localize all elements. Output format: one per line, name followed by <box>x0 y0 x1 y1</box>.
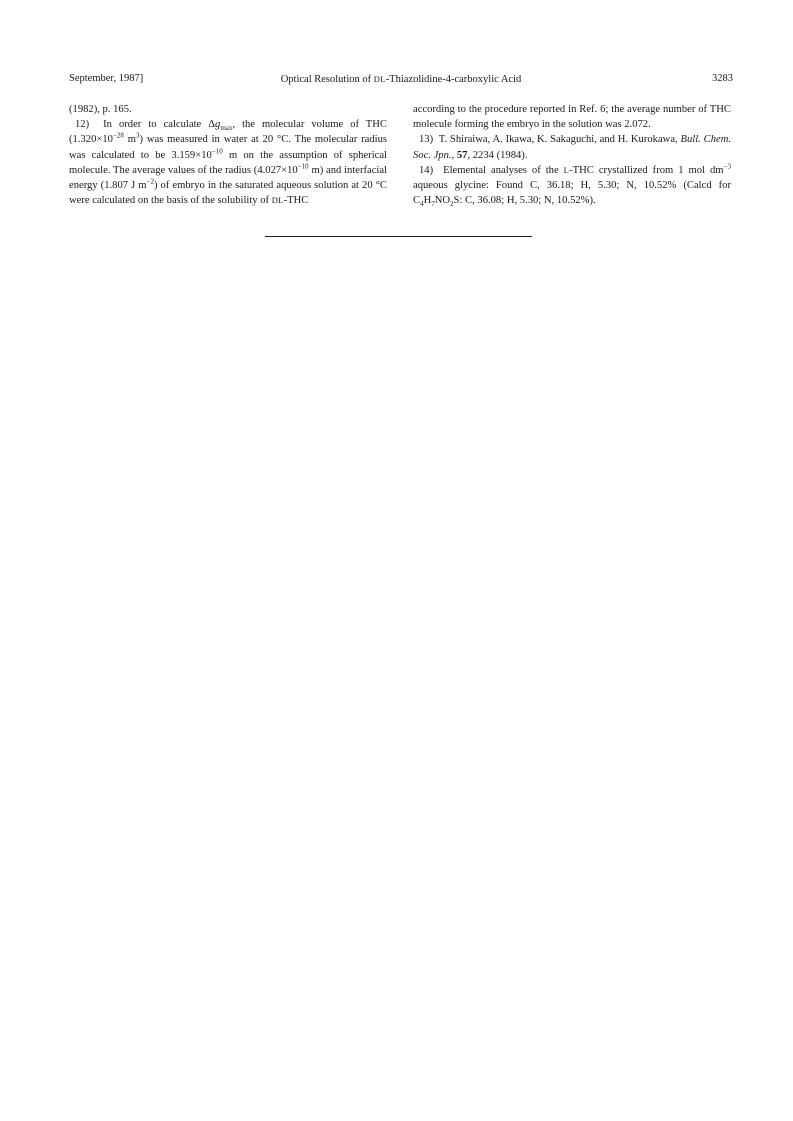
running-header <box>69 72 733 86</box>
volume: 57 <box>456 149 468 161</box>
note-12: 12) In order to calculate $\Delta g_{max}$, the molecular volume of THC ($1.320\times 10^{-28}$ $m^3$) was measured in water at 20 °C. The molecular radius was calculated to be $3.159\times 10^{-10}$ m on the assumption of spherical molecule. The average values of the radius ($4.027\times 10^{-10}$ m) and interfacial energy (1.807 J $m^{-2}$) of embryo in the saturated aqueous solution at 20 °C were calculated on the basis of the solubility of DL-THC <box>69 119 388 207</box>
reference-continuation: (1982), p. 165. <box>69 104 132 115</box>
end-rule <box>265 236 532 237</box>
note-13-number: 13) <box>419 134 434 146</box>
right-column <box>413 102 731 208</box>
header-title: Optical Resolution of DL-Thiazolidine-4-carboxylic Acid <box>280 74 522 85</box>
note-13: 13) T. Shiraiwa, A. Ikawa, K. Sakaguchi, and H. Kurokawa, Bull. Chem. Soc. Jpn., 57, 2234 (1984). <box>413 134 731 161</box>
note-12-number: 12) <box>75 119 90 131</box>
page-number: 3283 <box>712 73 733 84</box>
header-date: September, 1987] <box>69 73 144 84</box>
smallcaps-dl: DL <box>373 74 386 84</box>
note-14: 14) Elemental analyses of the L-THC crystallized from 1 mol $dm^{-3}$ aqueous glycine: Found C, 36.18; H, 5.30; N, 10.52% (Calcd for $C_4H_7NO_2S$: C, 36.08; H, 5.30; N, 10.52%). <box>413 162 731 209</box>
note-14-number: 14) <box>419 164 434 176</box>
note-12-continuation: according to the procedure reported in Ref. 6; the average number of THC molecule forming the embryo in the solution was 2.072. <box>413 104 731 131</box>
left-column <box>69 102 387 208</box>
journal-name: Bull. Chem. Soc. Jpn. <box>413 134 731 161</box>
